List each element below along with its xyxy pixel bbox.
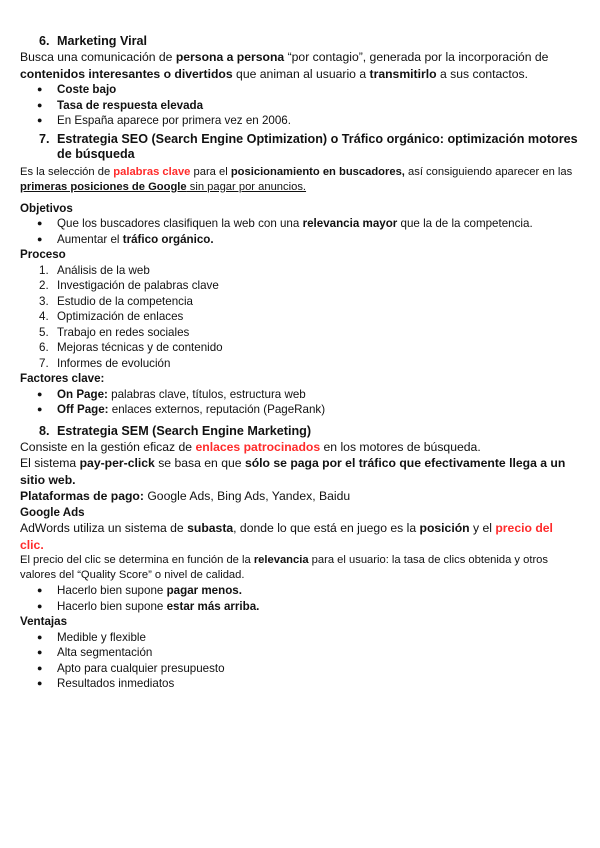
google-ads-paragraph-2 [20, 553, 580, 583]
list-item [20, 583, 580, 599]
objetivos-list [20, 216, 580, 247]
section-6-title [20, 34, 580, 49]
text-run: que animan al usuario a [232, 66, 370, 81]
text-run: Google Ads, Bing Ads, Yandex, Baidu [143, 489, 351, 503]
list-item [20, 402, 580, 418]
list-item [20, 599, 580, 615]
bold-run: posicionamiento en buscadores, [230, 165, 405, 178]
bold-run: pay-per-click [79, 456, 155, 470]
list-item [20, 325, 580, 341]
proceso-heading: Proceso [20, 248, 66, 261]
bold-run: subasta [187, 521, 234, 535]
underlined-run: sin pagar por anuncios. [186, 180, 307, 193]
ventajas-heading: Ventajas [20, 615, 68, 628]
item-text: Análisis de la web [57, 263, 150, 277]
text-run: Hacerlo bien supone [57, 599, 167, 613]
item-text: Mejoras técnicas y de contenido [57, 341, 223, 354]
ventajas-list [20, 630, 580, 692]
text-run: a sus contactos. [436, 66, 529, 81]
item-text: Optimización de enlaces [57, 310, 184, 323]
text-run: así consiguiendo aparecer en las [404, 165, 573, 178]
item-number: 4. [39, 310, 49, 323]
list-item [20, 263, 580, 279]
section-6-paragraph [20, 49, 580, 82]
list-item [20, 340, 580, 356]
item-number: 1. [39, 263, 49, 277]
section-6-number: 6. [39, 34, 50, 48]
text-run: Consiste en la gestión eficaz de [20, 439, 196, 454]
highlight-run: precio del clic. [20, 521, 553, 552]
bold-run: relevancia mayor [302, 217, 398, 230]
bold-run: relevancia [253, 554, 309, 566]
text-run: se basa en que [154, 456, 245, 470]
bold-run: persona a persona [175, 50, 285, 64]
item-text: Trabajo en redes sociales [57, 325, 190, 339]
list-item [20, 356, 580, 372]
bold-run: posición [419, 521, 470, 535]
list-item: ● Coste bajo [20, 82, 580, 98]
list-item [20, 309, 580, 325]
section-8-title [20, 424, 580, 439]
text-run: “por contagio”, generada por la incorporación de [284, 50, 549, 64]
highlight-run: enlaces patrocinados [195, 439, 321, 454]
bold-run: tráfico orgánico. [122, 232, 214, 246]
list-item [20, 387, 580, 403]
bold-run: contenidos interesantes o divertidos [20, 66, 233, 81]
section-8-paragraph-1 [20, 439, 580, 456]
item-number: 7. [39, 356, 49, 370]
proceso-list [20, 263, 580, 372]
text-run: Busca una comunicación de [20, 50, 176, 64]
bold-run: transmitirlo [369, 66, 437, 81]
section-7-title-text: Estrategia SEO (Search Engine Optimization) o Tráfico orgánico: optimización motores de búsqueda [57, 131, 578, 161]
item-text: Estudio de la competencia [57, 294, 193, 308]
list-item: ● Alta segmentación [20, 645, 580, 661]
bold-run: Off Page: [57, 403, 109, 416]
section-8-title-text: Estrategia SEM (Search Engine Marketing) [57, 423, 312, 438]
text-run: El sistema [20, 456, 80, 470]
section-6-title-text: Marketing Viral [57, 34, 148, 48]
text-run: Que los buscadores clasifiquen la web con una [57, 217, 303, 230]
list-item [20, 278, 580, 294]
item-text: Informes de evolución [57, 356, 171, 370]
plataformas-line [20, 488, 580, 505]
text-run: palabras clave, títulos, estructura web [107, 387, 306, 401]
underlined-bold-run: primeras posiciones de Google [20, 180, 187, 193]
google-ads-paragraph-1 [20, 520, 580, 553]
text-run: que la de la competencia. [397, 217, 533, 230]
section-6-bullets [20, 82, 580, 129]
section-8-number: 8. [39, 423, 50, 438]
list-item: ● Tasa de respuesta elevada [20, 98, 580, 114]
google-ads-heading: Google Ads [20, 505, 85, 519]
text-run: en los motores de búsqueda. [320, 439, 481, 454]
text-run: AdWords utiliza un sistema de [20, 521, 188, 535]
google-ads-list [20, 583, 580, 614]
bold-run: sólo se paga por el tráfico que efectivamente llega a un sitio web. [20, 456, 566, 487]
list-item: ● En España aparece por primera vez en 2006. [20, 113, 580, 129]
section-7-title [20, 132, 580, 162]
bold-run: On Page: [57, 387, 108, 401]
objetivos-heading: Objetivos [20, 201, 73, 215]
factores-heading: Factores clave: [20, 372, 105, 385]
list-item: ● Resultados inmediatos [20, 676, 580, 692]
item-number: 6. [39, 341, 49, 354]
text-run: Es la selección de [20, 165, 114, 178]
text-run: para el [190, 165, 231, 178]
text-run: El precio del clic se determina en función de la [20, 554, 254, 566]
list-item [20, 294, 580, 310]
text-run: para el usuario: la tasa de clics obtenida y otros valores del “Quality Score” o nivel de calidad. [20, 554, 549, 581]
section-7-paragraph [20, 165, 580, 195]
text-run: enlaces externos, reputación (PageRank) [108, 403, 326, 416]
factores-list [20, 387, 580, 418]
text-run: Hacerlo bien supone [57, 584, 167, 597]
list-item: ● Apto para cualquier presupuesto [20, 661, 580, 677]
list-item: ● Medible y flexible [20, 630, 580, 646]
list-item [20, 232, 580, 248]
section-7-number: 7. [39, 131, 50, 146]
text-run: , donde lo que está en juego es la [233, 521, 420, 535]
bold-run: estar más arriba. [166, 599, 260, 613]
text-run: Aumentar el [57, 232, 123, 246]
item-number: 5. [39, 325, 49, 339]
section-8-paragraph-2 [20, 455, 580, 488]
item-number: 2. [39, 279, 49, 292]
item-text: Investigación de palabras clave [57, 279, 219, 292]
item-number: 3. [39, 294, 49, 308]
bold-run: pagar menos. [166, 584, 242, 597]
list-item [20, 216, 580, 232]
highlight-run: palabras clave [113, 165, 191, 178]
bold-run: Plataformas de pago: [20, 489, 144, 503]
text-run: y el [469, 521, 496, 535]
